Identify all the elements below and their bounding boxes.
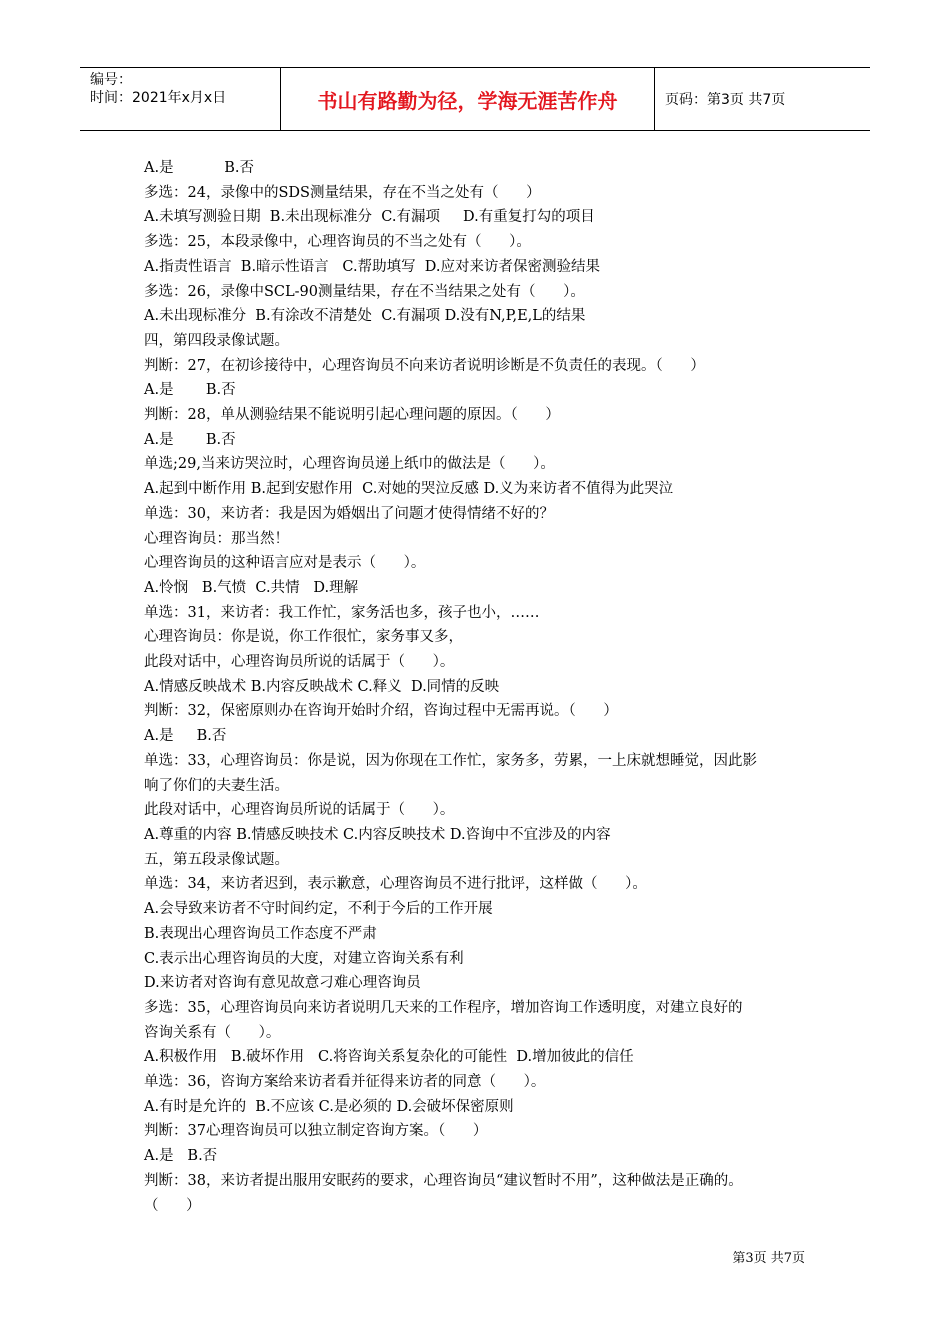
text-line: A.是 B.否 [144,160,255,176]
text-line: A.未填写测验日期 B.未出现标准分 C.有漏项 D.有重复打勾的项目 [144,209,595,226]
text-line: D.来访者对咨询有意见故意刁难心理咨询员 [144,975,421,992]
text-line: 咨询关系有（ ）。 [144,1024,281,1041]
text-line: A.会导致来访者不守时间约定，不利于今后的工作开展 [144,901,493,918]
text-line: A.积极作用 B.破坏作用 C.将咨询关系复杂化的可能性 D.增加彼此的信任 [144,1049,634,1066]
text-line: A.是 B.否 [144,1148,218,1165]
text-line: B.表现出心理咨询员工作态度不严肃 [144,925,377,942]
page-footer: 第3页 共7页 [732,1251,805,1266]
text-line: 多选：35，心理咨询员向来访者说明几天来的工作程序，增加咨询工作透明度，对建立良好的 [144,999,743,1016]
text-line: 单选：31，来访者：我工作忙，家务活也多，孩子也小，…… [144,604,540,621]
text-line: A.情感反映战术 B.内容反映战术 C.释义 D.同情的反映 [144,678,500,695]
text-line: 单选;29,当来访哭泣时，心理咨询员递上纸巾的做法是（ ）。 [144,456,555,473]
text-line: 单选：36，咨询方案给来访者看并征得来访者的同意（ ）。 [144,1074,546,1091]
text-line: 五，第五段录像试题。 [144,851,289,868]
text-line: A.起到中断作用 B.起到安慰作用 C.对她的哭泣反感 D.义为来访者不值得为此哭泣 [144,481,674,498]
document-header [80,67,870,131]
text-line: A.尊重的内容 B.情感反映技术 C.内容反映技术 D.咨询中不宜涉及的内容 [144,826,611,843]
text-line: 心理咨询员的这种语言应对是表示（ ）。 [144,555,426,572]
text-line: A.是 B.否 [144,728,227,745]
text-line: 多选：24，录像中的SDS测量结果，存在不当之处有（ ） [144,184,541,201]
text-line: 多选：25，本段录像中，心理咨询员的不当之处有（ ）。 [144,234,531,251]
text-line: A.未出现标准分 B.有涂改不清楚处 C.有漏项 D.没有N,P,E,L的结果 [144,308,586,325]
text-line: C.表示出心理咨询员的大度，对建立咨询关系有利 [144,950,464,967]
text-line: 判断：37心理咨询员可以独立制定咨询方案。（ ） [144,1123,488,1140]
text-line: A.是 B.否 [144,382,236,399]
text-line: 判断：32，保密原则办在咨询开始时介绍，咨询过程中无需再说。（ ） [144,703,618,720]
header-page-label: 页码：第3页 共7页 [665,92,786,108]
text-line: 单选：30，来访者：我是因为婚姻出了问题才使得情绪不好的？ [144,505,554,522]
number-label: 编号： [90,72,132,88]
text-line: A.有时是允许的 B.不应该 C.是必须的 D.会破坏保密原则 [144,1098,514,1115]
text-line: 此段对话中，心理咨询员所说的话属于（ ）。 [144,802,455,819]
date-label: 时间：2021年x月x日 [90,90,227,106]
text-line: 响了你们的夫妻生活。 [144,777,289,794]
text-line: 判断：27，在初诊接待中，心理咨询员不向来访者说明诊断是不负责任的表现。（ ） [144,357,705,374]
header-meta-cell [80,68,281,130]
text-line: 多选：26，录像中SCL-90测量结果，存在不当结果之处有（ ）。 [144,283,585,300]
text-line: A.指责性语言 B.暗示性语言 C.帮助填写 D.应对来访者保密测验结果 [144,258,601,275]
text-line: A.是 B.否 [144,431,236,448]
text-line: 四，第四段录像试题。 [144,332,289,349]
text-line: 判断：28，单从测验结果不能说明引起心理问题的原因。（ ） [144,407,560,424]
text-line: 单选：34，来访者迟到，表示歉意，心理咨询员不进行批评，这样做（ ）。 [144,876,647,893]
text-line: 此段对话中，心理咨询员所说的话属于（ ）。 [144,654,455,671]
text-line: 心理咨询员：那当然！ [144,530,289,547]
text-line: 判断：38，来访者提出服用安眠药的要求，心理咨询员“建议暂时不用”，这种做法是正确的。 [144,1172,743,1189]
header-motto: 书山有路勤为径，学海无涯苦作舟 [281,68,655,130]
text-line: A.怜悯 B.气愤 C.共情 D.理解 [144,579,359,596]
question-body [144,156,824,1218]
text-line: 心理咨询员：你是说，你工作很忙，家务事又多， [144,629,463,646]
text-line: （ ） [144,1197,201,1214]
text-line: 单选：33，心理咨询员：你是说，因为你现在工作忙，家务多，劳累，一上床就想睡觉，因此影 [144,752,757,769]
